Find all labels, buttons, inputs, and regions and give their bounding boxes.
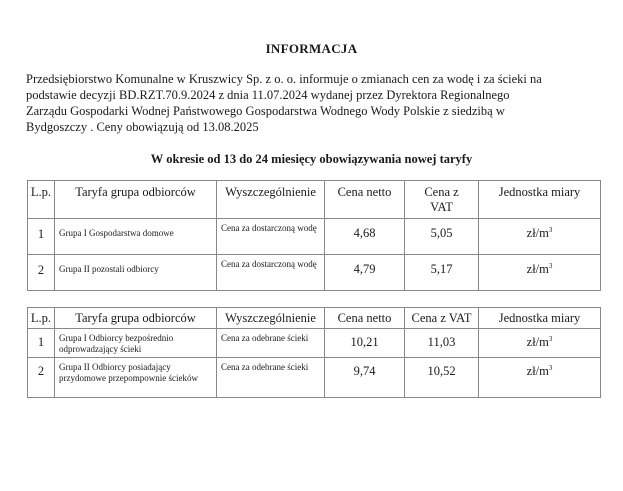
cell-group: Grupa II pozostali odbiorcy xyxy=(55,255,217,291)
cell-lp: 2 xyxy=(28,255,55,291)
intro-paragraph xyxy=(26,71,606,135)
cell-unit xyxy=(479,255,601,291)
header-vat: Cena z VAT xyxy=(405,181,479,219)
header-lp: L.p. xyxy=(28,308,55,329)
cell-detail: Cena za odebrane ścieki xyxy=(217,329,325,358)
table-header-row xyxy=(28,308,601,329)
header-group: Taryfa grupa odbiorców xyxy=(55,308,217,329)
cell-vat-price: 10,52 xyxy=(405,358,479,398)
cell-net-price: 10,21 xyxy=(325,329,405,358)
cell-net-price: 9,74 xyxy=(325,358,405,398)
cell-vat-price: 5,05 xyxy=(405,219,479,255)
intro-line: Zarządu Gospodarki Wodnej Państwowego Gospodarstwa Wodnego Wody Polskie z siedzibą w xyxy=(26,104,505,118)
cell-group: Grupa I Odbiorcy bezpośrednio odprowadzający ścieki xyxy=(55,329,217,358)
intro-line: Bydgoszczy . Ceny obowiązują od 13.08.2025 xyxy=(26,120,259,134)
cell-net-price: 4,79 xyxy=(325,255,405,291)
cell-detail: Cena za dostarczoną wodę xyxy=(217,219,325,255)
header-lp: L.p. xyxy=(28,181,55,219)
cell-net-price: 4,68 xyxy=(325,219,405,255)
header-net: Cena netto xyxy=(325,308,405,329)
cell-lp: 1 xyxy=(28,219,55,255)
table-header-row xyxy=(28,181,601,219)
cell-unit xyxy=(479,358,601,398)
tariff-period-subtitle: W okresie od 13 do 24 miesięcy obowiązywania nowej taryfy xyxy=(150,152,473,166)
unit-text: zł/m xyxy=(526,226,549,241)
header-net: Cena netto xyxy=(325,181,405,219)
cell-unit xyxy=(479,329,601,358)
unit-text: zł/m xyxy=(526,262,549,277)
sewage-price-table xyxy=(27,307,601,398)
cell-unit xyxy=(479,219,601,255)
table-row xyxy=(28,329,601,358)
cell-lp: 1 xyxy=(28,329,55,358)
document-title: INFORMACJA xyxy=(265,41,358,56)
header-vat: Cena z VAT xyxy=(405,308,479,329)
unit-superscript: 3 xyxy=(548,364,553,372)
unit-text: zł/m xyxy=(526,335,549,350)
header-group: Taryfa grupa odbiorców xyxy=(55,181,217,219)
unit-superscript: 3 xyxy=(548,335,553,343)
unit-superscript: 3 xyxy=(548,226,553,234)
table-row xyxy=(28,255,601,291)
header-unit: Jednostka miary xyxy=(479,181,601,219)
water-price-table xyxy=(27,180,601,291)
intro-line: Przedsiębiorstwo Komunalne w Kruszwicy Sp. z o. o. informuje o zmianach cen za wodę i za ścieki na xyxy=(26,72,542,86)
unit-superscript: 3 xyxy=(548,262,553,270)
cell-lp: 2 xyxy=(28,358,55,398)
header-detail: Wyszczególnienie xyxy=(217,181,325,219)
intro-line: podstawie decyzji BD.RZT.70.9.2024 z dnia 11.07.2024 wydanej przez Dyrektora Regionalnego xyxy=(26,88,510,102)
cell-vat-price: 11,03 xyxy=(405,329,479,358)
cell-group: Grupa II Odbiorcy posiadający przydomowe przepompownie ścieków xyxy=(55,358,217,398)
cell-detail: Cena za odebrane ścieki xyxy=(217,358,325,398)
unit-text: zł/m xyxy=(526,364,549,379)
header-detail: Wyszczególnienie xyxy=(217,308,325,329)
table-row xyxy=(28,219,601,255)
cell-vat-price: 5,17 xyxy=(405,255,479,291)
table-row xyxy=(28,358,601,398)
cell-group: Grupa I Gospodarstwa domowe xyxy=(55,219,217,255)
cell-detail: Cena za dostarczoną wodę xyxy=(217,255,325,291)
header-unit: Jednostka miary xyxy=(479,308,601,329)
